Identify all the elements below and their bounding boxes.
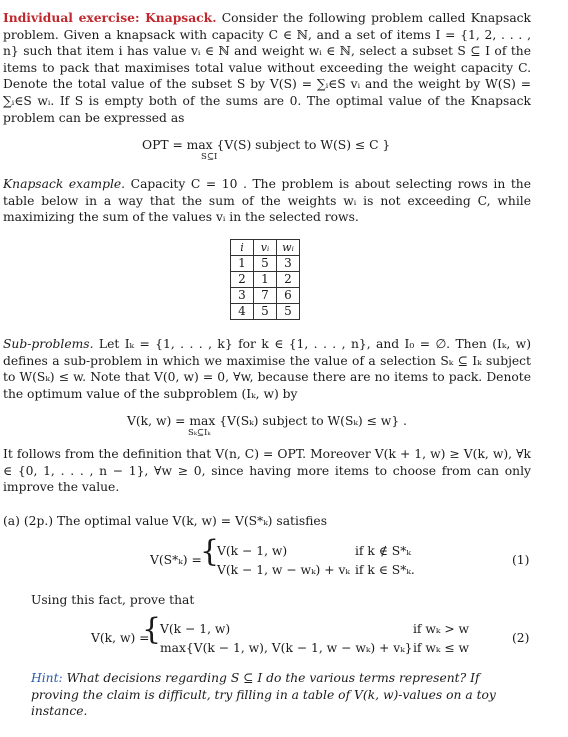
part-a-text: (a) (2p.) The optimal value V(k, w) = V(S*ₖ) satisfies bbox=[3, 514, 328, 528]
table-cell: 7 bbox=[254, 288, 277, 304]
subproblems-paragraph bbox=[3, 336, 531, 402]
hint-text: What decisions regarding S ⊆ I do the various terms represent? If proving the claim is difficult, try filling in a table of V(k, w)-values on a toy instance. bbox=[31, 671, 496, 719]
opt-equation bbox=[142, 137, 390, 154]
eq2-case2: max{V(k − 1, w), V(k − 1, w − wₖ) + vₖ} bbox=[160, 641, 413, 655]
example-runin: Knapsack example. bbox=[3, 177, 126, 191]
using-text: Using this fact, prove that bbox=[31, 593, 195, 607]
table-cell: 4 bbox=[231, 304, 254, 320]
table-row bbox=[231, 272, 300, 288]
eq1-case2: V(k − 1, w − wₖ) + vₖ bbox=[217, 563, 350, 577]
eq2-brace: { bbox=[142, 612, 162, 647]
eq2-cond2: if wₖ ≤ w bbox=[413, 641, 470, 655]
vkw-equation bbox=[127, 413, 407, 430]
table-header: vᵢ bbox=[254, 240, 277, 256]
eq1-cond2: if k ∈ S*ₖ. bbox=[355, 563, 415, 577]
opt-subscript: S⊆I bbox=[201, 152, 218, 162]
example-paragraph bbox=[3, 176, 531, 226]
table-row bbox=[231, 304, 300, 320]
table-cell: 2 bbox=[231, 272, 254, 288]
eq1-cond1: if k ∉ S*ₖ bbox=[355, 544, 411, 558]
items-table bbox=[230, 239, 300, 320]
table-header-row bbox=[231, 240, 300, 256]
subproblems-runin: Sub-problems. bbox=[3, 337, 94, 351]
intro-text: Consider the following problem called Knapsack problem. Given a knapsack with capacity C ∈ ℕ, and a set of items I = {1, 2, . . . , n} such that item i has value vᵢ ∈ ℕ and weight wᵢ ∈ ℕ, select a subset S ⊆ I of the items to pack that maximises total value without exceeding the weight capacity C. Denote the total value of the subset S by V(S) = ∑ᵢ∈S vᵢ and the weight by W(S) = ∑ᵢ∈S wᵢ. If S is empty both of the sums are 0. The optimal value of the Knapsack problem can be expressed as bbox=[3, 11, 531, 125]
eq2-cond1: if wₖ > w bbox=[413, 622, 470, 636]
opt-equation-text: OPT = max {V(S) subject to W(S) ≤ C } bbox=[142, 138, 391, 152]
eq1-number: (1) bbox=[512, 553, 530, 567]
table-row bbox=[231, 288, 300, 304]
hint-paragraph bbox=[31, 670, 531, 720]
eq1-lhs: V(S*ₖ) = bbox=[150, 553, 202, 567]
intro-paragraph bbox=[3, 10, 531, 126]
eq2-case1: V(k − 1, w) bbox=[160, 622, 231, 636]
eq2-number: (2) bbox=[512, 631, 530, 645]
eq1-case1: V(k − 1, w) bbox=[217, 544, 288, 558]
table-cell: 5 bbox=[254, 256, 277, 272]
example-text: Capacity C = 10 . The problem is about selecting rows in the table below in a way that the sum of the weights wᵢ is not exceeding C, while maximizing the sum of the values vᵢ in the selected rows. bbox=[3, 177, 531, 225]
table-cell: 3 bbox=[231, 288, 254, 304]
hint-label: Hint: bbox=[31, 671, 63, 685]
eq2-lhs: V(k, w) = bbox=[91, 631, 150, 645]
table-header: wᵢ bbox=[277, 240, 300, 256]
table-header: i bbox=[231, 240, 254, 256]
exercise-title: Individual exercise: Knapsack. bbox=[3, 10, 217, 25]
table-cell: 1 bbox=[231, 256, 254, 272]
table-cell: 1 bbox=[254, 272, 277, 288]
table-cell: 5 bbox=[254, 304, 277, 320]
using-line bbox=[31, 592, 511, 609]
table-cell: 6 bbox=[277, 288, 300, 304]
subproblems-text: Let Iₖ = {1, . . . , k} for k ∈ {1, . . . , n}, and I₀ = ∅. Then (Iₖ, w) defines a sub-problem in which we maximise the value of a selection Sₖ ⊆ Iₖ subject to W(Sₖ) ≤ w. Note that V(0, w) = 0, ∀w, because there are no items to pack. Denote the optimum value of the subproblem (Iₖ, w) by bbox=[3, 337, 531, 401]
table-cell: 5 bbox=[277, 304, 300, 320]
part-a-label bbox=[3, 513, 531, 530]
follows-text: It follows from the definition that V(n, C) = OPT. Moreover V(k + 1, w) ≥ V(k, w), ∀k ∈ {0, 1, . . . , n − 1}, ∀w ≥ 0, since having more items to choose from can only improve the value. bbox=[3, 447, 531, 495]
eq1-brace: { bbox=[200, 534, 220, 569]
vkw-subscript: Sₖ⊆Iₖ bbox=[188, 428, 211, 438]
table-cell: 3 bbox=[277, 256, 300, 272]
table-row bbox=[231, 256, 300, 272]
vkw-equation-text: V(k, w) = max {V(Sₖ) subject to W(Sₖ) ≤ w} . bbox=[127, 414, 407, 428]
table-cell: 2 bbox=[277, 272, 300, 288]
follows-paragraph bbox=[3, 446, 531, 496]
